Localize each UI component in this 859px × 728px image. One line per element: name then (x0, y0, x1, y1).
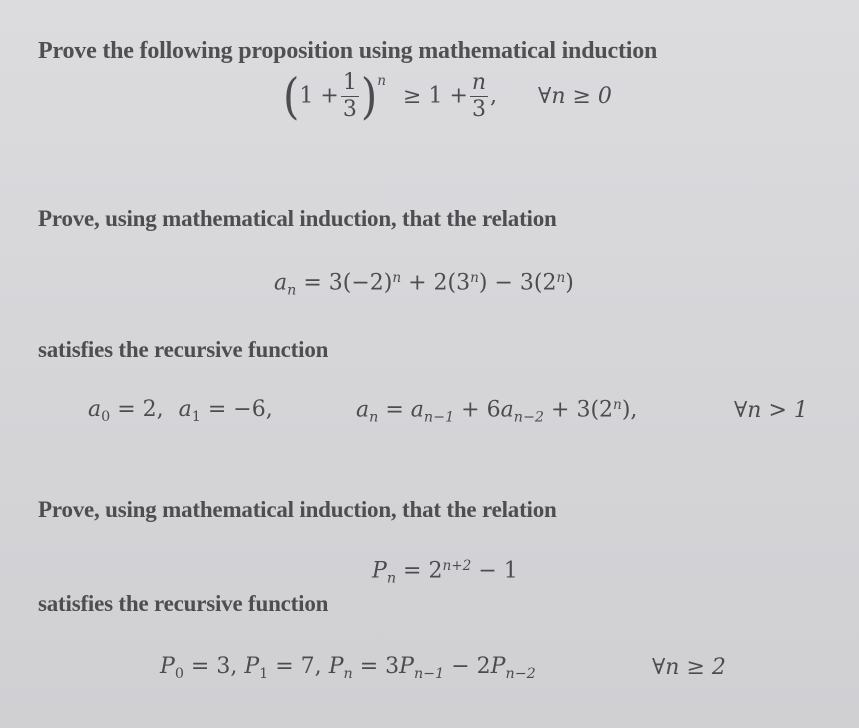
open-paren: ( (283, 67, 300, 125)
rhs-fraction-numerator: n (471, 70, 487, 95)
p-relation-base: P (372, 558, 387, 584)
quantifier-text: ∀n ≥ 0 (538, 83, 612, 109)
rec-t2-base: a (500, 397, 514, 423)
rec-eq: = (378, 397, 411, 423)
pn-eq: = 3 (352, 654, 400, 679)
rhs-one: 1 (428, 83, 443, 109)
problem3-quantifier: ∀n ≥ 2 (652, 655, 726, 680)
p0-sub: 0 (174, 666, 184, 682)
a1-value: = −6, (200, 397, 273, 422)
geq-sign: ≥ (403, 83, 422, 109)
rhs-fraction-denominator: 3 (471, 97, 486, 122)
formula-one: 1 (299, 83, 314, 109)
fraction-numerator: 1 (342, 70, 357, 95)
pn-sub: n (343, 666, 353, 682)
a0-sub: 0 (101, 409, 111, 425)
rec-t2-sub: n−2 (513, 409, 545, 426)
rec-t1-base: a (410, 397, 424, 423)
relation-part4: ) (565, 270, 574, 296)
rec-lhs-sub: n (369, 409, 379, 426)
pn-t2-sub: n−2 (505, 666, 536, 682)
relation-lhs-base: a (274, 270, 288, 296)
relation-part2: + 2(3 (401, 270, 471, 296)
relation-pow1: n (392, 270, 402, 286)
rhs-plus: + (449, 83, 468, 109)
p1-sub: 1 (259, 666, 269, 682)
rec-t3-pre: + 3(2 (544, 397, 614, 423)
problem3-intro: Prove, using mathematical induction, that the relation (38, 497, 557, 522)
relation-part1: = 3(−2) (296, 270, 393, 296)
problem3-satisfies: satisfies the recursive function (38, 591, 329, 616)
rec-lhs-base: a (356, 397, 370, 423)
problem2-initial-conditions (88, 397, 273, 425)
rec-t1-sub: n−1 (423, 409, 455, 426)
pn-base: P (328, 654, 344, 679)
a0-base: a (88, 397, 102, 422)
problem3-recurrence (160, 654, 536, 682)
relation-part3: ) − 3(2 (478, 270, 557, 296)
relation-lhs-sub: n (287, 282, 297, 299)
pn-t1-sub: n−1 (413, 666, 445, 682)
p-relation-sub: n (386, 570, 397, 587)
rec-t3-pow: n (613, 397, 622, 413)
formula-exponent: n (377, 72, 386, 89)
one-third-fraction (341, 72, 359, 121)
p0-base: P (160, 654, 175, 679)
problem1-heading: Prove the following proposition using mathematical induction (38, 38, 658, 64)
rec-t2-pre: + 6 (454, 397, 501, 423)
problem2-recurrence (356, 397, 637, 426)
problem2-relation (274, 270, 574, 299)
a1-base: a (178, 397, 192, 422)
close-paren: ) (360, 67, 378, 125)
problem2-intro: Prove, using mathematical induction, that the relation (38, 206, 557, 231)
p0-value: = 3, (183, 654, 238, 679)
a0-value: = 2, (110, 397, 164, 422)
fraction-denominator: 3 (342, 97, 357, 122)
formula-comma: , (490, 83, 498, 109)
problem2-satisfies: satisfies the recursive function (38, 337, 329, 362)
pn-t2-base: P (490, 654, 506, 679)
p1-base: P (244, 654, 260, 679)
problem2-quantifier: ∀n > 1 (734, 398, 808, 423)
formula-plus: + (320, 83, 339, 109)
p1-value: = 7, (268, 654, 322, 679)
pn-minus: − 2 (444, 654, 491, 679)
rec-t3-post: ), (621, 397, 638, 423)
relation-pow3: n (556, 270, 566, 286)
p-relation-eq: = 2 (396, 558, 443, 584)
pn-t1-base: P (399, 654, 414, 679)
problem1-formula (283, 67, 612, 125)
p-relation-tail: − 1 (471, 558, 518, 584)
problem3-relation (372, 558, 518, 587)
p-relation-pow: n+2 (442, 558, 472, 574)
a1-sub: 1 (191, 409, 201, 425)
relation-pow2: n (470, 270, 479, 286)
n-third-fraction (470, 72, 488, 121)
